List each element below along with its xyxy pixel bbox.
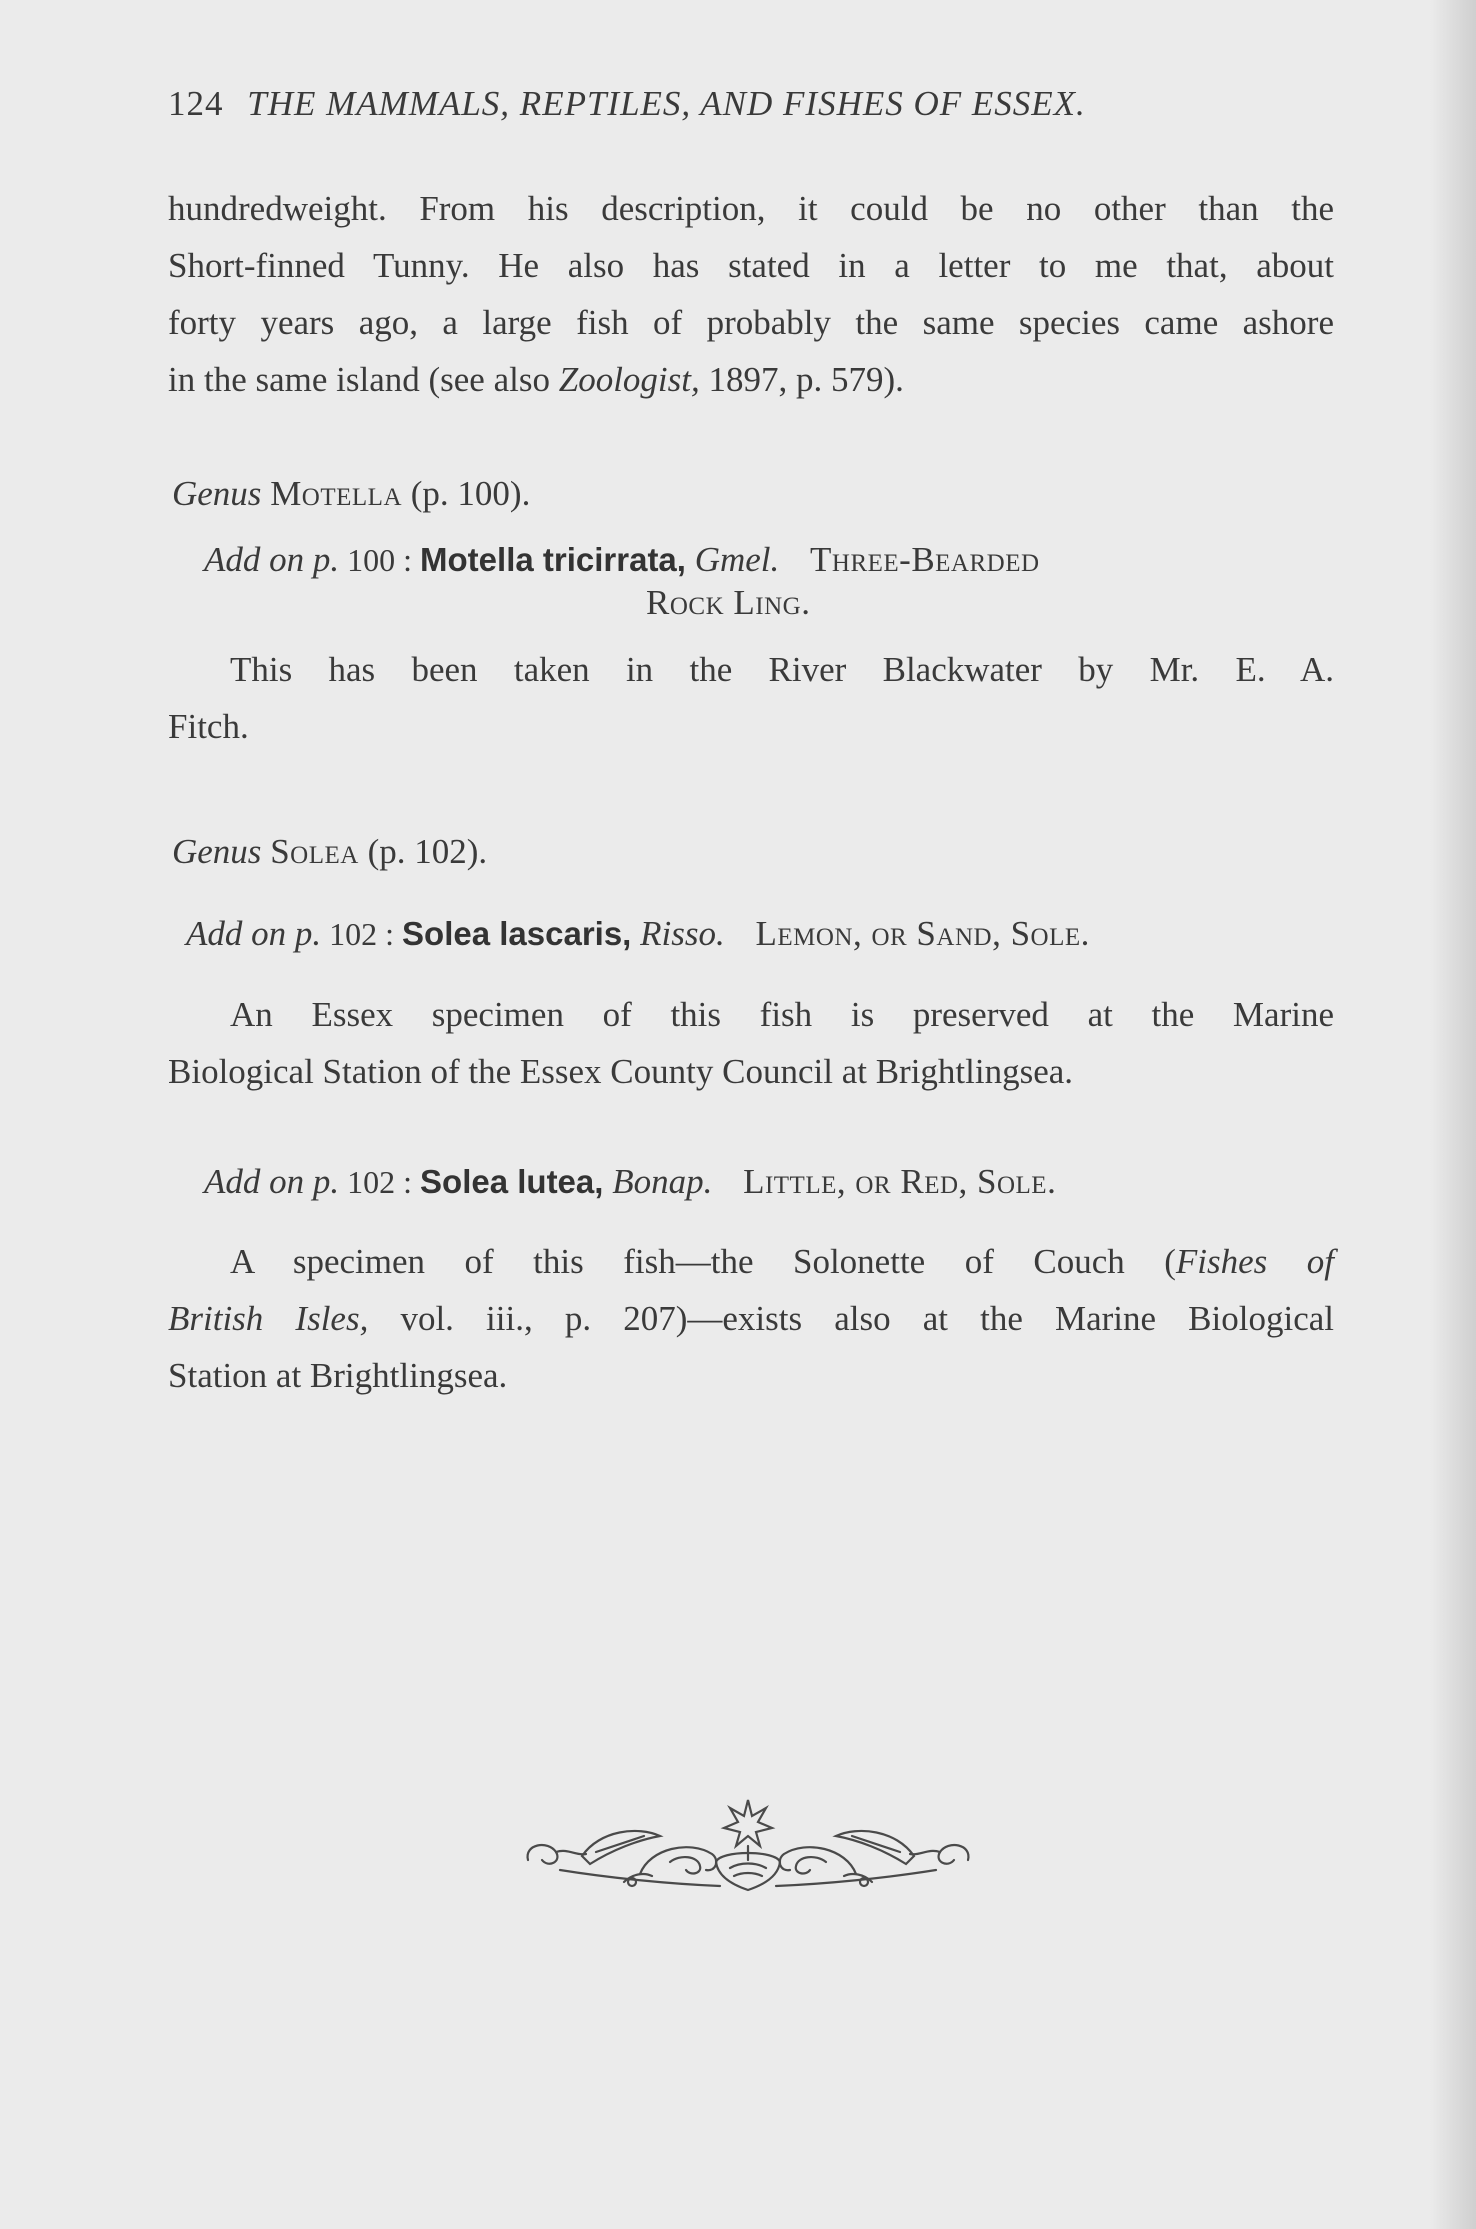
common-name: Lemon, or Sand, Sole. [755, 914, 1090, 953]
common-name: Little, or Red, Sole. [743, 1162, 1057, 1201]
text-line: This has been taken in the River Blackwater by Mr. E. A. [230, 650, 1334, 689]
species-name: Solea lascaris, [402, 915, 632, 952]
text-line: Station at Brightlingsea. [168, 1356, 508, 1395]
species-author: Bonap. [612, 1162, 713, 1201]
book-title: Fishes of [1175, 1242, 1334, 1281]
page-number: 124 [168, 84, 224, 123]
journal-title: Zoologist, [558, 360, 700, 399]
species-entry-motella-tricirrata: Add on p. 100 : Motella tricirrata, Gmel. Three-Bearded [204, 540, 1040, 579]
running-header [168, 84, 1334, 124]
species-author: Risso. [640, 914, 725, 953]
text-line: hundredweight. From his description, it could be no other than the [168, 189, 1334, 228]
running-title: THE MAMMALS, REPTILES, AND FISHES OF ESSEX. [247, 84, 1086, 123]
text-line: A specimen of this fish—the Solonette of Couch (Fishes of [230, 1242, 1334, 1281]
genus-name: Solea [270, 832, 359, 871]
text-line: Fitch. [168, 707, 249, 746]
floral-tailpiece-ornament-icon [520, 1778, 980, 1898]
species-entry-solea-lascaris: Add on p. 102 : Solea lascaris, Risso. Lemon, or Sand, Sole. [186, 914, 1090, 953]
genus-heading-solea: Genus Solea (p. 102). [172, 832, 488, 871]
species-entry-solea-lutea: Add on p. 102 : Solea lutea, Bonap. Little, or Red, Sole. [204, 1162, 1057, 1201]
genus-heading-motella: Genus Motella (p. 100). [172, 474, 531, 513]
text-line: An Essex specimen of this fish is preserved at the Marine [230, 995, 1334, 1034]
species-name: Motella tricirrata, [420, 541, 686, 578]
paragraph-lascaris [168, 986, 1334, 1100]
book-title: British Isles, [168, 1299, 369, 1338]
species-name: Solea lutea, [420, 1163, 604, 1200]
book-page [168, 0, 1334, 2229]
genus-name: Motella [270, 474, 403, 513]
species-author: Gmel. [694, 540, 780, 579]
text-line: British Isles, vol. iii., p. 207)—exists also at the Marine Biological [168, 1299, 1334, 1338]
text-line: Short-finned Tunny. He also has stated in a letter to me that, about [168, 246, 1334, 285]
paragraph-tunny [168, 180, 1334, 408]
common-name: Three-Bearded [810, 540, 1040, 579]
text-line: forty years ago, a large fish of probably the same species came ashore [168, 303, 1334, 342]
text-line: Biological Station of the Essex County Council at Brightlingsea. [168, 1052, 1074, 1091]
text-line: in the same island (see also Zoologist, 1897, p. 579). [168, 360, 904, 399]
paragraph-motella [168, 641, 1334, 755]
page-edge-shadow [1430, 0, 1476, 2229]
common-name-continued: Rock Ling. [646, 583, 811, 622]
paragraph-lutea [168, 1233, 1334, 1404]
